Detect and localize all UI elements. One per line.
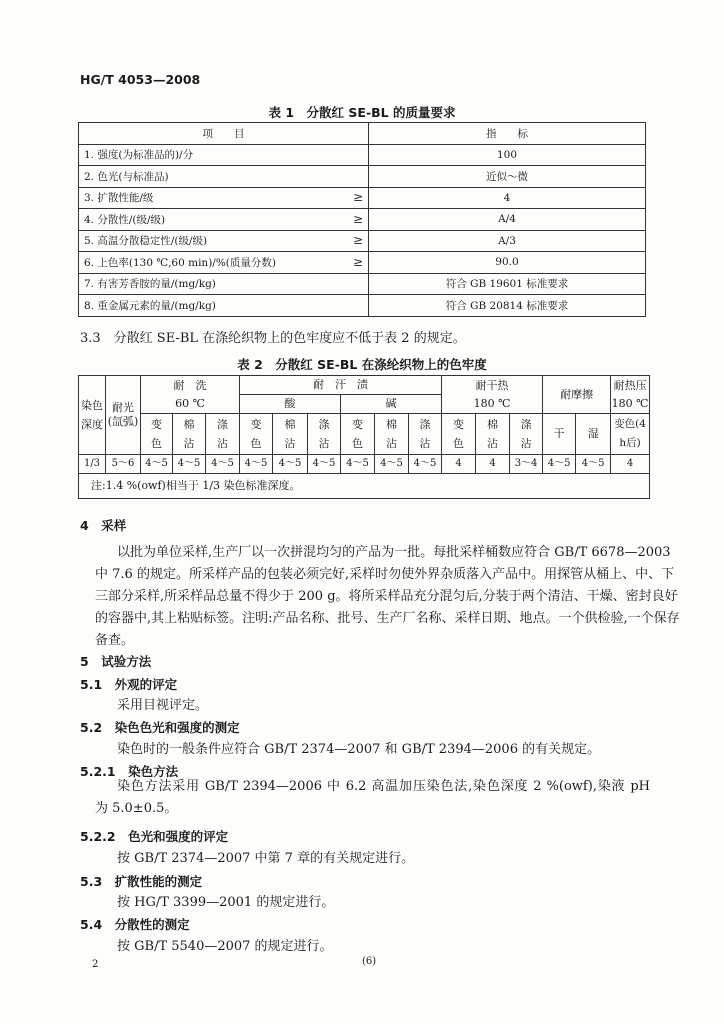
item-label: 8. 重金属元素的量/(mg/kg) (84, 299, 216, 312)
header-washing (141, 376, 240, 414)
subheader-cell: 棉沾 (173, 414, 206, 455)
section-4-heading: 4 采样 (80, 518, 127, 533)
value-cell: A/4 (369, 209, 646, 231)
hot-press-label: 耐热压 (613, 378, 647, 392)
section-5-2-text: 染色时的一般条件应符合 GB/T 2374—2007 和 GB/T 2394—2006 的有关规定。 (117, 742, 601, 757)
subheader-cell: 湿 (576, 414, 611, 455)
value-cell: 4～5 (375, 455, 409, 474)
table-row (79, 144, 646, 166)
text-line: 备查。 (95, 633, 135, 648)
header-light-fastness: 耐光(氙弧) (106, 376, 141, 455)
subheader-cell: 变色 (442, 414, 476, 455)
section-5-2-1-text (95, 776, 650, 820)
sheet-number: (6) (362, 956, 377, 967)
operator: ≥ (352, 233, 363, 248)
column-header: 指 标 (369, 123, 646, 145)
item-label: 6. 上色率(130 ℃,60 min)/%(质量分数) (84, 256, 276, 269)
operator: ≥ (352, 211, 363, 226)
value-cell: 4～5 (341, 455, 375, 474)
value-cell: 100 (369, 144, 646, 166)
table-row (79, 252, 646, 274)
value-cell: 1/3 (79, 455, 106, 474)
item-cell (79, 209, 369, 231)
text-line: 三部分采样,所采样品总量不得少于 200 g。将所采样品充分混匀后,分装于两个清洁、干燥、密封良好 (95, 589, 678, 604)
table-header-row (79, 123, 646, 145)
subheader-row (79, 414, 650, 455)
clause-3-3: 3.3 分散红 SE-BL 在涤纶织物上的色牢度应不低于表 2 的规定。 (80, 331, 466, 346)
header-dry-heat (442, 376, 543, 414)
subheader-cell: 变色 (141, 414, 173, 455)
item-label: 4. 分散性/(级/级) (84, 213, 166, 226)
item-label: 1. 强度(为标准品的)/分 (84, 149, 194, 162)
value-cell: A/3 (369, 230, 646, 252)
section-5-4-heading: 5.4 分散性的测定 (80, 917, 190, 932)
value-cell: 4～5 (206, 455, 240, 474)
header-dye-depth: 染色深度 (79, 376, 106, 455)
value-cell: 4～5 (576, 455, 611, 474)
table-row (79, 273, 646, 295)
text-line: 染色方法采用 GB/T 2394—2006 中 6.2 高温加压染色法,染色深度 2 %(owf),染液 pH (117, 779, 650, 794)
value-cell: 符合 GB 20814 标准要求 (369, 295, 646, 317)
table-note: 注:1.4 %(owf)相当于 1/3 染色标准深度。 (79, 474, 650, 499)
section-5-3-text: 按 HG/T 3399—2001 的规定进行。 (117, 895, 335, 910)
item-cell (79, 230, 369, 252)
item-label: 3. 扩散性能/级 (84, 192, 154, 205)
table-row (79, 455, 650, 474)
value-cell: 4～5 (173, 455, 206, 474)
subheader-cell: 棉沾 (476, 414, 510, 455)
text-line: 为 5.0±0.5。 (95, 801, 178, 816)
subheader-cell: 涤沾 (308, 414, 341, 455)
subheader-cell: 涤沾 (206, 414, 240, 455)
table2-title: 表 2 分散红 SE-BL 在涤纶织物上的色牢度 (237, 357, 487, 372)
value-cell: 4～5 (543, 455, 576, 474)
value-cell: 3～4 (510, 455, 543, 474)
text-line: 以批为单位采样,生产厂以一次拼混均匀的产品为一批。每批采样桶数应符合 GB/T 6678—2003 (117, 545, 671, 560)
table-row (79, 166, 646, 188)
page-number: 2 (92, 959, 99, 970)
item-cell (79, 273, 369, 295)
table-row (79, 187, 646, 209)
header-perspiration: 耐 汗 渍 (240, 376, 442, 395)
value-cell: 4 (476, 455, 510, 474)
text-line: 中 7.6 的规定。所采样产品的包装必须完好,采样时勿使外界杂质落入产品中。用探管从桶上、中、下 (95, 567, 675, 582)
item-label: 2. 色光(与标准品) (84, 170, 169, 183)
subheader-cell: 棉沾 (375, 414, 409, 455)
section-5-2-2-heading: 5.2.2 色光和强度的评定 (80, 829, 229, 844)
dry-heat-temp: 180 ℃ (473, 396, 511, 410)
value-cell: 4～5 (240, 455, 273, 474)
standard-number: HG/T 4053—2008 (80, 72, 201, 87)
value-cell: 4 (611, 455, 650, 474)
table1-title: 表 1 分散红 SE-BL 的质量要求 (268, 105, 456, 120)
column-header: 项 目 (79, 123, 369, 145)
sampling-paragraph (95, 542, 680, 652)
item-cell (79, 144, 369, 166)
quality-requirements-table (78, 122, 646, 317)
subheader-cell: 涤沾 (409, 414, 442, 455)
header-acid: 酸 (240, 395, 341, 414)
subheader-cell: 变色(4 h后) (611, 414, 650, 455)
operator: ≥ (352, 254, 363, 269)
hot-press-temp: 180 ℃ (611, 396, 649, 410)
subheader-cell: 干 (543, 414, 576, 455)
section-5-2-2-text: 按 GB/T 2374—2007 中第 7 章的有关规定进行。 (117, 851, 415, 866)
value-cell: 4～5 (409, 455, 442, 474)
subheader-cell: 变色 (341, 414, 375, 455)
item-cell (79, 295, 369, 317)
color-fastness-table (78, 375, 650, 499)
washing-label: 耐 洗 (173, 378, 207, 392)
item-cell (79, 166, 369, 188)
value-cell: 4～5 (308, 455, 341, 474)
value-cell: 4 (369, 187, 646, 209)
value-cell: 4 (442, 455, 476, 474)
washing-temp: 60 ℃ (175, 396, 205, 410)
header-rubbing: 耐摩擦 (543, 376, 611, 414)
text-line: 的容器中,其上粘贴标签。注明:产品名称、批号、生产厂名称、采样日期、地点。一个供检验,一个保存 (95, 611, 680, 626)
section-5-2-heading: 5.2 染色色光和强度的测定 (80, 720, 240, 735)
value-cell: 4～5 (273, 455, 308, 474)
value-cell: 5～6 (106, 455, 141, 474)
section-5-1-heading: 5.1 外观的评定 (80, 677, 178, 692)
header-alkali: 碱 (341, 395, 442, 414)
value-cell: 4～5 (141, 455, 173, 474)
header-hot-press (611, 376, 650, 414)
item-cell (79, 187, 369, 209)
value-cell: 90.0 (369, 252, 646, 274)
subheader-cell: 涤沾 (510, 414, 543, 455)
item-label: 7. 有害芳香胺的量/(mg/kg) (84, 278, 216, 291)
section-5-heading: 5 试验方法 (80, 654, 152, 669)
item-cell (79, 252, 369, 274)
subheader-cell: 棉沾 (273, 414, 308, 455)
dry-heat-label: 耐干热 (475, 378, 509, 392)
value-cell: 符合 GB 19601 标准要求 (369, 273, 646, 295)
table-row (79, 230, 646, 252)
section-5-1-text: 采用目视评定。 (117, 698, 209, 713)
section-5-4-text: 按 GB/T 5540—2007 的规定进行。 (117, 939, 333, 954)
value-cell: 近似～微 (369, 166, 646, 188)
section-5-2-1-heading: 5.2.1 染色方法 (80, 764, 179, 779)
item-label: 5. 高温分散稳定性/(级/级) (84, 235, 208, 248)
operator: ≥ (352, 190, 363, 205)
table-row (79, 209, 646, 231)
subheader-cell: 变色 (240, 414, 273, 455)
section-5-3-heading: 5.3 扩散性能的测定 (80, 874, 203, 889)
table-row (79, 295, 646, 317)
